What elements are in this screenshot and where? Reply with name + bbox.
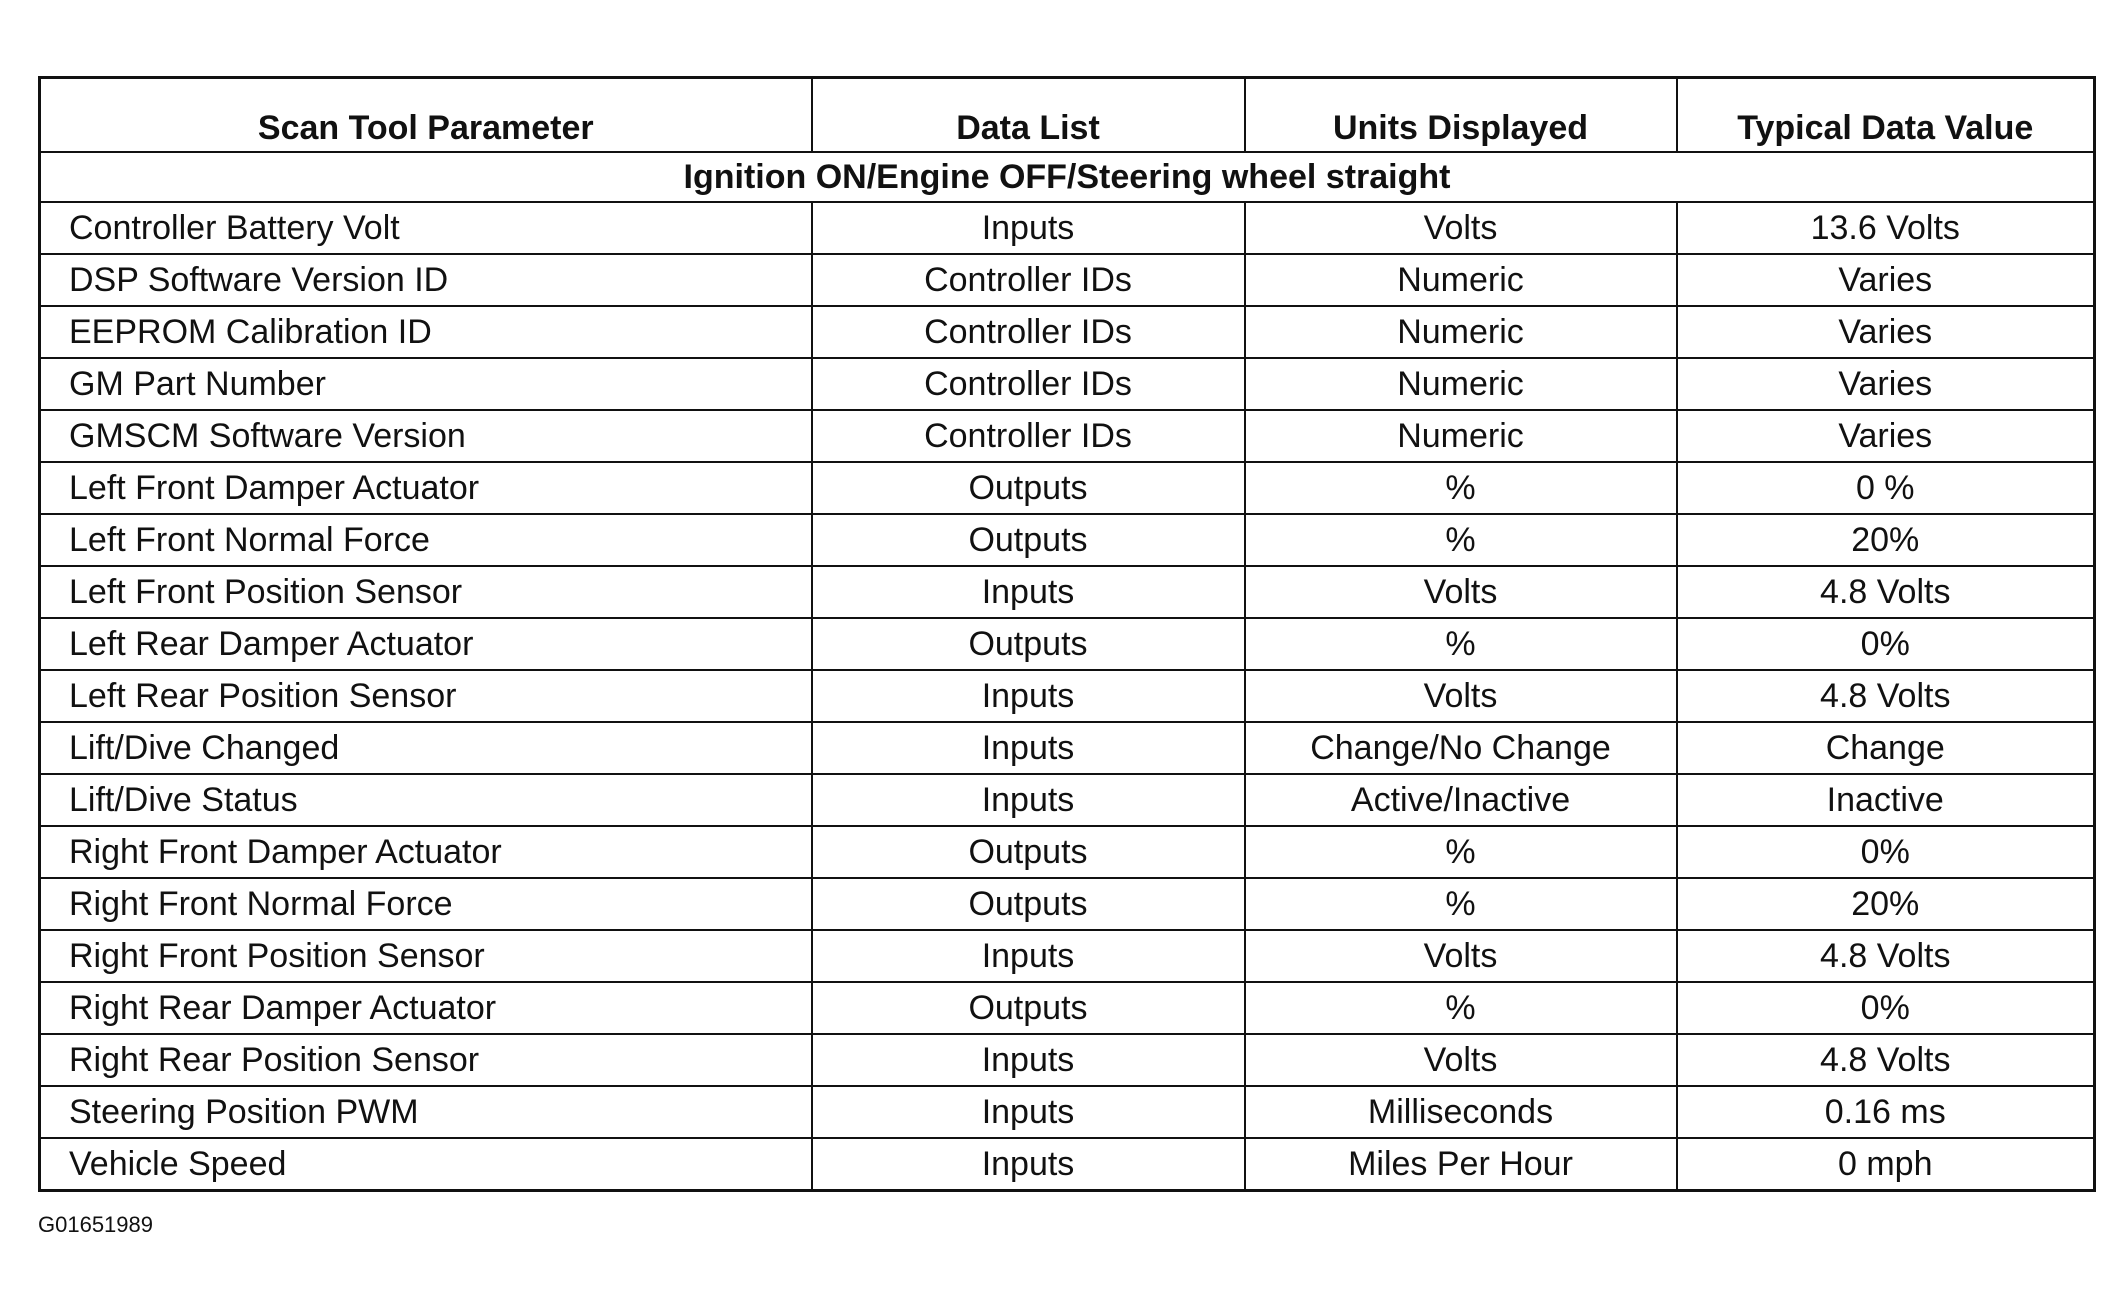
typical-value-cell: 4.8 Volts: [1677, 1034, 2095, 1086]
data-list-cell: Controller IDs: [812, 306, 1245, 358]
param-cell: EEPROM Calibration ID: [40, 306, 812, 358]
units-cell: Numeric: [1245, 306, 1677, 358]
header-units-displayed: Units Displayed: [1245, 78, 1677, 153]
table-row: [40, 566, 2095, 618]
table-row: [40, 514, 2095, 566]
param-cell: Left Rear Damper Actuator: [40, 618, 812, 670]
typical-value-cell: 0.16 ms: [1677, 1086, 2095, 1138]
typical-value-cell: Varies: [1677, 410, 2095, 462]
typical-value-cell: 13.6 Volts: [1677, 202, 2095, 254]
param-cell: Steering Position PWM: [40, 1086, 812, 1138]
table-row: [40, 358, 2095, 410]
table-row: [40, 618, 2095, 670]
figure-id-label: G01651989: [38, 1212, 153, 1237]
data-list-cell: Inputs: [812, 1138, 1245, 1191]
table-row: [40, 306, 2095, 358]
table-row: [40, 1086, 2095, 1138]
typical-value-cell: 0%: [1677, 618, 2095, 670]
param-cell: Controller Battery Volt: [40, 202, 812, 254]
param-cell: Lift/Dive Status: [40, 774, 812, 826]
units-cell: Volts: [1245, 930, 1677, 982]
units-cell: Milliseconds: [1245, 1086, 1677, 1138]
data-list-cell: Inputs: [812, 670, 1245, 722]
units-cell: Volts: [1245, 202, 1677, 254]
param-cell: Left Front Position Sensor: [40, 566, 812, 618]
table-row: [40, 1138, 2095, 1191]
typical-value-cell: 20%: [1677, 514, 2095, 566]
typical-value-cell: 4.8 Volts: [1677, 566, 2095, 618]
table-row: [40, 410, 2095, 462]
header-row: [40, 78, 2095, 153]
data-list-cell: Controller IDs: [812, 358, 1245, 410]
param-cell: Right Rear Position Sensor: [40, 1034, 812, 1086]
typical-value-cell: 4.8 Volts: [1677, 930, 2095, 982]
table-row: [40, 878, 2095, 930]
param-cell: Lift/Dive Changed: [40, 722, 812, 774]
data-list-cell: Outputs: [812, 462, 1245, 514]
table-body: [40, 152, 2095, 1191]
section-label: Ignition ON/Engine OFF/Steering wheel straight: [40, 152, 2095, 202]
header-scan-tool-parameter: Scan Tool Parameter: [40, 78, 812, 153]
units-cell: Numeric: [1245, 358, 1677, 410]
typical-value-cell: 4.8 Volts: [1677, 670, 2095, 722]
param-cell: GM Part Number: [40, 358, 812, 410]
units-cell: Active/Inactive: [1245, 774, 1677, 826]
units-cell: Change/No Change: [1245, 722, 1677, 774]
param-cell: Right Front Position Sensor: [40, 930, 812, 982]
typical-value-cell: 0%: [1677, 826, 2095, 878]
typical-value-cell: Varies: [1677, 306, 2095, 358]
scan-tool-data-table: [38, 76, 2096, 1192]
data-list-cell: Outputs: [812, 982, 1245, 1034]
units-cell: Numeric: [1245, 254, 1677, 306]
table-row: [40, 826, 2095, 878]
section-row: [40, 152, 2095, 202]
param-cell: Right Front Normal Force: [40, 878, 812, 930]
param-cell: Left Rear Position Sensor: [40, 670, 812, 722]
param-cell: Right Front Damper Actuator: [40, 826, 812, 878]
param-cell: Right Rear Damper Actuator: [40, 982, 812, 1034]
table-row: [40, 930, 2095, 982]
units-cell: %: [1245, 514, 1677, 566]
data-list-cell: Outputs: [812, 878, 1245, 930]
typical-value-cell: Varies: [1677, 254, 2095, 306]
param-cell: Left Front Damper Actuator: [40, 462, 812, 514]
typical-value-cell: Inactive: [1677, 774, 2095, 826]
typical-value-cell: 0%: [1677, 982, 2095, 1034]
param-cell: DSP Software Version ID: [40, 254, 812, 306]
table-row: [40, 254, 2095, 306]
typical-value-cell: 0 %: [1677, 462, 2095, 514]
data-list-cell: Outputs: [812, 514, 1245, 566]
data-list-cell: Controller IDs: [812, 254, 1245, 306]
data-list-cell: Inputs: [812, 566, 1245, 618]
table-header: [40, 78, 2095, 153]
data-list-cell: Inputs: [812, 722, 1245, 774]
units-cell: Volts: [1245, 566, 1677, 618]
data-list-cell: Inputs: [812, 774, 1245, 826]
units-cell: %: [1245, 618, 1677, 670]
units-cell: Volts: [1245, 1034, 1677, 1086]
data-list-cell: Controller IDs: [812, 410, 1245, 462]
units-cell: Miles Per Hour: [1245, 1138, 1677, 1191]
table-row: [40, 982, 2095, 1034]
typical-value-cell: Varies: [1677, 358, 2095, 410]
table-row: [40, 462, 2095, 514]
typical-value-cell: 20%: [1677, 878, 2095, 930]
units-cell: %: [1245, 462, 1677, 514]
header-data-list: Data List: [812, 78, 1245, 153]
data-list-cell: Inputs: [812, 202, 1245, 254]
units-cell: %: [1245, 878, 1677, 930]
header-typical-data-value: Typical Data Value: [1677, 78, 2095, 153]
data-list-cell: Outputs: [812, 826, 1245, 878]
units-cell: Numeric: [1245, 410, 1677, 462]
units-cell: %: [1245, 982, 1677, 1034]
typical-value-cell: 0 mph: [1677, 1138, 2095, 1191]
table-row: [40, 202, 2095, 254]
typical-value-cell: Change: [1677, 722, 2095, 774]
units-cell: %: [1245, 826, 1677, 878]
table-row: [40, 774, 2095, 826]
data-list-cell: Inputs: [812, 1086, 1245, 1138]
data-list-cell: Inputs: [812, 930, 1245, 982]
units-cell: Volts: [1245, 670, 1677, 722]
table-row: [40, 670, 2095, 722]
param-cell: GMSCM Software Version: [40, 410, 812, 462]
param-cell: Left Front Normal Force: [40, 514, 812, 566]
table-row: [40, 722, 2095, 774]
table-row: [40, 1034, 2095, 1086]
data-list-cell: Inputs: [812, 1034, 1245, 1086]
param-cell: Vehicle Speed: [40, 1138, 812, 1191]
data-list-cell: Outputs: [812, 618, 1245, 670]
